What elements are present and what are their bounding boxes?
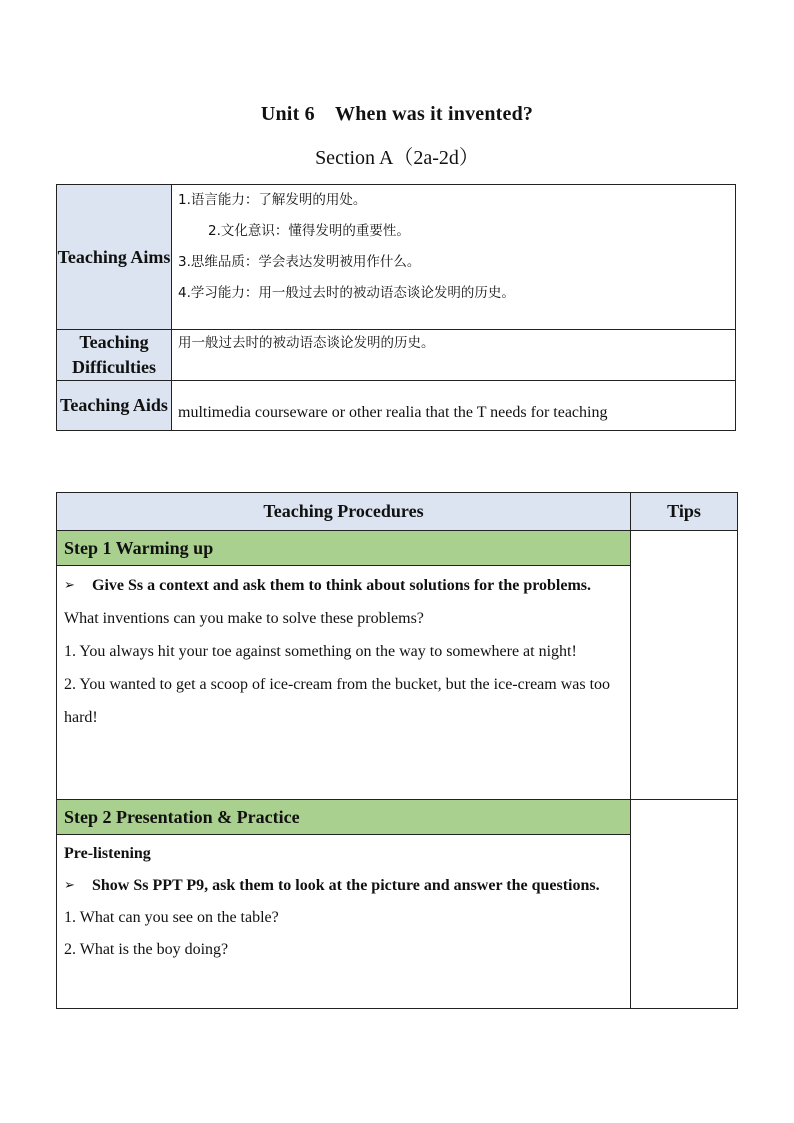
- aim-item: 3.思维品质：学会表达发明被用作什么。: [178, 254, 421, 270]
- step1-item2: 2. You wanted to get a scoop of ice-cream from the bucket, but the ice-cream was too hard!: [64, 676, 611, 726]
- step2-heading: Step 2 Presentation & Practice: [57, 800, 631, 835]
- aids-label: Teaching Aids: [57, 381, 172, 431]
- step2-question1: 1. What can you see on the table?: [64, 909, 279, 926]
- step1-body: [57, 566, 631, 800]
- aim-item: 4.学习能力：用一般过去时的被动语态谈论发明的历史。: [178, 285, 515, 301]
- aims-label: Teaching Aims: [57, 185, 172, 330]
- step2-tips: [631, 800, 738, 1009]
- step1-tips: [631, 531, 738, 800]
- tips-header: Tips: [631, 493, 738, 531]
- step1-question: What inventions can you make to solve these problems?: [64, 610, 424, 627]
- step2-subheading: Pre-listening: [64, 845, 151, 862]
- teaching-aims-table: [56, 184, 736, 431]
- step2-bullet: ➢ Show Ss PPT P9, ask them to look at the picture and answer the questions.: [64, 870, 623, 902]
- step2-body: [57, 835, 631, 1009]
- page-title: Unit 6 When was it invented?: [260, 103, 534, 125]
- page-subtitle: Section A（2a-2d）: [315, 147, 479, 169]
- step2-question2: 2. What is the boy doing?: [64, 941, 229, 958]
- arrow-bullet-icon: ➢: [64, 878, 75, 893]
- aim-item: 1.语言能力：了解发明的用处。: [178, 192, 367, 208]
- difficulties-content: 用一般过去时的被动语态谈论发明的历史。: [172, 330, 736, 381]
- aims-content: [172, 185, 736, 330]
- arrow-bullet-icon: ➢: [64, 578, 75, 593]
- step1-item1: 1. You always hit your toe against something on the way to somewhere at night!: [64, 643, 577, 660]
- aim-item: 2.文化意识：懂得发明的重要性。: [208, 223, 410, 239]
- procedures-header: Teaching Procedures: [57, 493, 631, 531]
- step1-heading: Step 1 Warming up: [57, 531, 631, 566]
- step1-bullet: ➢ Give Ss a context and ask them to think about solutions for the problems.: [64, 569, 623, 602]
- teaching-procedures-table: [56, 492, 738, 1009]
- aids-content: multimedia courseware or other realia that the T needs for teaching: [172, 381, 736, 431]
- difficulties-label: Teaching Difficulties: [57, 330, 172, 381]
